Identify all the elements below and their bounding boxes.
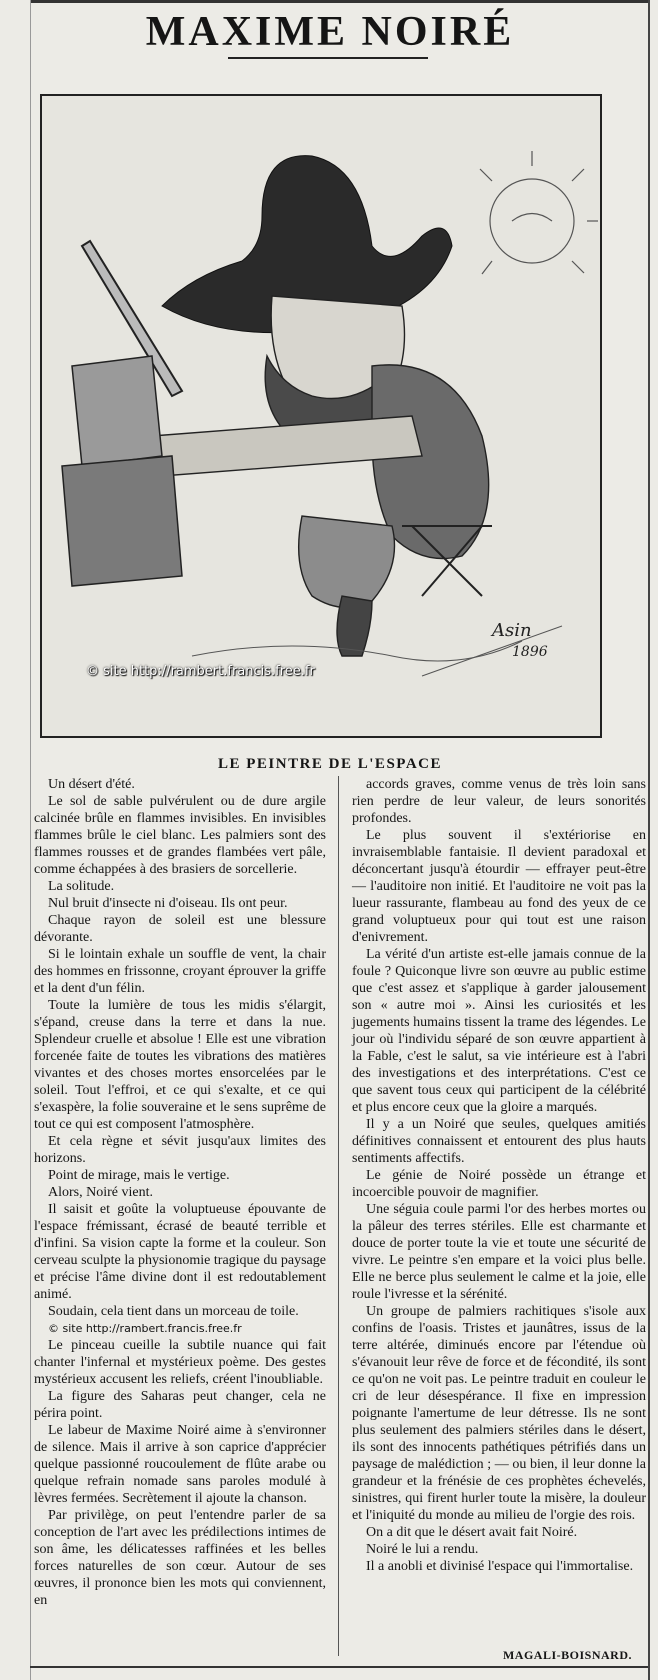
paragraph: Toute la lumière de tous les midis s'élargit, s'épand, creuse dans la terre et dans la nue. Splendeur cruelle et absolue ! Elle est une vibration forcenée faite de toutes les vibrations des matières vivantes et des choses mortes ensorcelées par le soleil. Tout l'effroi, et ce qui s'exalte, et ce qui s'exaspère, la folie souveraine et le sens suprême de tout ce qui est composent l'atmosphère. bbox=[34, 998, 326, 1132]
paragraph: Un groupe de palmiers rachitiques s'isole aux confins de l'oasis. Tristes et jaunâtres, issus de la terre altérée, diminués encore par l'étendue où s'évanouit leur rêve de force et de fécondité, ils sont ce qu'on ne voit pas. Le peintre traduit en couleur le cri de leur désespérance. Il fixe en impression poignante l'amertume de leur détresse. Ils ne sont plus seulement des palmiers stériles dans le désert, ils sont des innocents pathétiques pétrifiés dans un paysage de malédiction ; — ou bien, il leur donne la grandeur et la frénésie de ces prophètes échevelés, sinistres, qui firent hurler toute la misère, la douleur et l'iniquité du monde au milieu de l'orgie des rois. bbox=[352, 1304, 646, 1523]
watermark-text: © site http://rambert.francis.free.fr bbox=[86, 664, 315, 679]
paragraph: Le pinceau cueille la subtile nuance qui fait chanter l'infernal et mystérieux poème. Des gestes mystérieux accusent les reliefs, créent l'inoubliable. bbox=[34, 1338, 326, 1387]
paragraph: La solitude. bbox=[48, 879, 115, 894]
paragraph: Point de mirage, mais le vertige. bbox=[48, 1168, 230, 1183]
article-column-left bbox=[34, 776, 326, 1609]
paragraph: Un désert d'été. bbox=[48, 777, 135, 792]
article-column-right bbox=[352, 776, 646, 1575]
artist-signature: Asin bbox=[492, 620, 532, 641]
paragraph: Le plus souvent il s'extériorise en invraisemblable fantaisie. Il devient paradoxal et déconcertant jusqu'à étourdir — effrayer peut-être — l'auditoire non initié. Et l'auditoire ne voit pas la lueur rassurante, flambeau au fond des yeux de ce grand voluptueux pour qui tout est une raison d'enivrement. bbox=[352, 828, 646, 945]
paragraph: On a dit que le désert avait fait Noiré. bbox=[366, 1525, 578, 1540]
paragraph: Noiré le lui a rendu. bbox=[366, 1542, 479, 1557]
paragraph: Soudain, cela tient dans un morceau de toile. bbox=[48, 1304, 299, 1319]
paragraph: Si le lointain exhale un souffle de vent, la chair des hommes en frissonne, croyant éprouver la griffe et la dent d'un félin. bbox=[34, 947, 326, 996]
paragraph: Une séguia coule parmi l'or des herbes mortes ou la pâleur des terres stériles. Elle est charmante et douce de porter toute la vie et toute une sécurité de vivre. Le peintre s'en empare et la voici plus belle. Elle ne berce plus seulement le calme et la joie, elle roule l'ivresse et la sérénité. bbox=[352, 1202, 646, 1302]
caricature-drawing bbox=[42, 96, 600, 736]
paragraph: Alors, Noiré vient. bbox=[48, 1185, 153, 1200]
illustration-year: 1896 bbox=[512, 644, 548, 660]
easel bbox=[62, 356, 182, 586]
paragraph: Nul bruit d'insecte ni d'oiseau. Ils ont peur. bbox=[48, 896, 288, 911]
right-margin-rule bbox=[648, 0, 650, 1680]
paragraph: Il saisit et goûte la voluptueuse épouvante de l'espace frémissant, écrasé de beauté terrible et d'infini. Sa vision capte la forme et la couleur. Son cerveau sculpte la physionomie tragique du paysage et précise l'âme divine dont il est redoutablement animé. bbox=[34, 1202, 326, 1302]
sun-sketch bbox=[480, 151, 598, 274]
bottom-rule bbox=[30, 1666, 648, 1668]
paragraph: Le sol de sable pulvérulent ou de dure argile calcinée brûle en flammes invisibles. En invisibles flammes brûle le ciel blanc. Les palmiers sont des flammes rousses et de grandes flambées vert pâle, comme échappées à des brasiers de sorcellerie. bbox=[34, 794, 326, 877]
left-margin-rule bbox=[30, 0, 31, 1680]
title-underline bbox=[228, 57, 428, 59]
paragraph: Et cela règne et sévit jusqu'aux limites des horizons. bbox=[34, 1134, 326, 1166]
paragraph: Chaque rayon de soleil est une blessure dévorante. bbox=[34, 913, 326, 945]
inline-watermark: © site http://rambert.francis.free.fr bbox=[48, 1322, 242, 1335]
paragraph: Il y a un Noiré que seules, quelques amitiés définitives connaissent et entourent des plus hauts sentiments affectifs. bbox=[352, 1117, 646, 1166]
paragraph: Par privilège, on peut l'entendre parler de sa conception de l'art avec les prédilections intimes de son âme, les délicatesses raffinées et les belles forces naturelles de son cœur. Autour de ses œuvres, il prononce bien les mots qui conviennent, en bbox=[34, 1508, 326, 1608]
paragraph: Le labeur de Maxime Noiré aime à s'environner de silence. Mais il arrive à son caprice d'apprécier quelque passionné roucoulement de flûte arabe ou quelque refrain nomade sans paroles modulé à lèvres fermées. Secrètement il ajoute la chanson. bbox=[34, 1423, 326, 1506]
paragraph: Il a anobli et divinisé l'espace qui l'immortalise. bbox=[366, 1559, 634, 1574]
paragraph: Le génie de Noiré possède un étrange et incoercible pouvoir de magnifier. bbox=[352, 1168, 646, 1200]
paragraph: accords graves, comme venus de très loin sans rien perdre de leur valeur, de leurs sonorités profondes. bbox=[352, 777, 646, 826]
paragraph: La vérité d'un artiste est-elle jamais connue de la foule ? Quiconque livre son œuvre au public estime que c'est assez et s'applique à garder jalousement son « autre moi ». Ainsi les curiosités et les jugements humains tissent la trame des légendes. Le jour où l'individu séparé de son œuvre appartient à la Fable, c'est le salut, sa vie intérieure est à l'abri des investigations et des interprétations. C'est ce que savent tous ceux qui participent de la célébrité et plus encore ceux que la gloire a marqués. bbox=[352, 947, 646, 1115]
author-signature: MAGALI-BOISNARD. bbox=[502, 1648, 632, 1662]
caricature-illustration bbox=[40, 94, 602, 738]
article-heading: LE PEINTRE DE L'ESPACE bbox=[217, 756, 442, 772]
paragraph: La figure des Saharas peut changer, cela ne périra point. bbox=[34, 1389, 326, 1421]
column-divider bbox=[338, 776, 339, 1656]
page-title: MAXIME NOIRÉ bbox=[145, 9, 515, 55]
top-rule bbox=[30, 0, 648, 3]
